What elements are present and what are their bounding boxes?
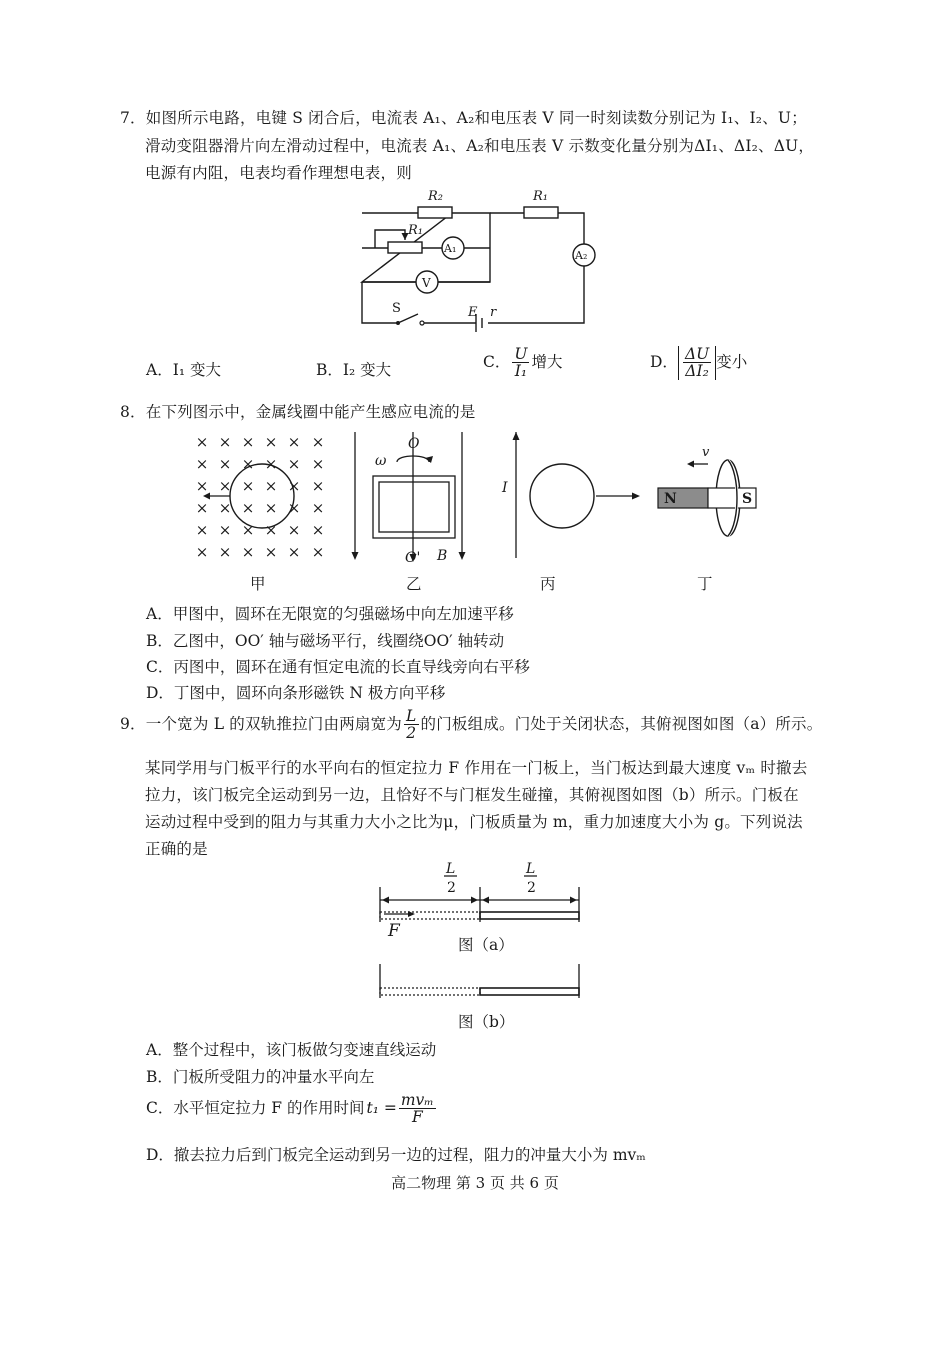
svg-text:×: × — [218, 455, 232, 473]
label-O-prime: O' — [405, 550, 421, 566]
q8-line: 8．在下列图示中，金属线圈中能产生感应电流的是 — [120, 403, 476, 421]
q9-line-1-den: 2 — [406, 724, 417, 743]
q7-line-2: 滑动变阻器滑片向左滑动过程中，电流表 A₁、A₂和电压表 V 示数变化量分别为ΔI₁、ΔI₂、ΔU， — [145, 137, 815, 155]
current-arrow-icon — [513, 432, 520, 440]
svg-text:×: × — [264, 433, 278, 451]
q9-option-b: B．门板所受阻力的冲量水平向左 — [146, 1068, 375, 1086]
svg-text:×: × — [311, 543, 325, 561]
svg-text:×: × — [218, 477, 232, 495]
q9-line-1-b: 的门板组成。门处于关闭状态，其俯视图如图（a）所示。 — [420, 714, 823, 733]
q7-option-d-suffix: 变小 — [716, 352, 748, 371]
q8-option-d: D．丁图中，圆环向条形磁铁 N 极方向平移 — [146, 684, 446, 702]
q9-option-c-den: F — [411, 1108, 423, 1127]
metal-ring — [230, 464, 294, 528]
label-R1-rheostat: R₁ — [408, 223, 423, 238]
svg-text:×: × — [287, 521, 301, 539]
q9-option-c-prefix: C．水平恒定拉力 F 的作用时间 — [146, 1098, 365, 1117]
svg-text:×: × — [195, 477, 209, 495]
q8-option-a: A．甲图中，圆环在无限宽的匀强磁场中向左加速平移 — [146, 605, 514, 623]
q7-option-a: A．I₁ 变大 — [146, 361, 221, 379]
q9-figure-b — [370, 962, 590, 1007]
svg-text:×: × — [195, 521, 209, 539]
svg-text:×: × — [311, 521, 325, 539]
q7-circuit-diagram — [340, 180, 610, 330]
label-A2: A₂ — [575, 249, 588, 262]
svg-text:×: × — [218, 499, 232, 517]
svg-text:×: × — [287, 499, 301, 517]
label-S: S — [392, 301, 401, 316]
svg-text:×: × — [287, 433, 301, 451]
caption-jia: 甲 — [250, 575, 266, 593]
fig-a-label-2-right: 2 — [527, 880, 536, 896]
q8-option-b: B．乙图中，OO′ 轴与磁场平行，线圈绕OO′ 轴转动 — [146, 632, 505, 650]
q7-option-c-den: I₁ — [514, 362, 528, 381]
svg-text:×: × — [195, 543, 209, 561]
q9-line-3: 拉力，该门板完全运动到另一边，且恰好不与门框发生碰撞，其俯视图如图（b）所示。门板在 — [145, 786, 799, 804]
svg-text:×: × — [264, 455, 278, 473]
svg-text:×: × — [311, 477, 325, 495]
svg-text:×: × — [218, 521, 232, 539]
label-N: N — [664, 491, 677, 507]
q9-line-1-a: 9．一个宽为 L 的双轨推拉门由两扇宽为 — [120, 714, 403, 733]
label-r: r — [490, 305, 497, 320]
label-A1: A₁ — [444, 242, 457, 255]
q9-line-5: 正确的是 — [145, 840, 208, 858]
label-B: B — [437, 548, 448, 564]
label-O: O — [408, 436, 420, 452]
svg-text:×: × — [264, 499, 278, 517]
magnetic-field-cross-icon — [196, 433, 325, 561]
svg-text:×: × — [195, 499, 209, 517]
q7-option-d-num: ΔU — [684, 345, 710, 363]
q9-line-1 — [120, 708, 822, 742]
label-I: I — [502, 480, 508, 496]
q7-option-c-num: U — [514, 345, 528, 363]
q9-line-2: 某同学用与门板平行的水平向右的恒定拉力 F 作用在一门板上，当门板达到最大速度 vₘ 时撤去 — [145, 759, 808, 777]
caption-yi: 乙 — [406, 575, 422, 593]
q8-figure-bing — [498, 432, 658, 562]
q7-option-d-prefix: D． — [650, 352, 678, 371]
q7-option-c — [483, 346, 562, 380]
svg-text:×: × — [264, 477, 278, 495]
q9-option-a: A．整个过程中，该门板做匀变速直线运动 — [146, 1041, 437, 1059]
arrow-right-icon — [632, 493, 640, 500]
q9-option-d: D．撤去拉力后到门板完全运动到另一边的过程，阻力的冲量大小为 mvₘ — [146, 1146, 646, 1164]
label-omega: ω — [375, 453, 387, 469]
q9-figure-b-caption: 图（b） — [458, 1013, 515, 1031]
caption-ding: 丁 — [697, 575, 713, 593]
q7-option-c-prefix: C． — [483, 352, 511, 371]
q8-option-c: C．丙图中，圆环在通有恒定电流的长直导线旁向右平移 — [146, 658, 530, 676]
q8-figure-jia — [190, 432, 340, 562]
caption-bing: 丙 — [540, 575, 556, 593]
svg-text:×: × — [241, 477, 255, 495]
q9-option-c-lhs: t₁ = — [366, 1098, 397, 1117]
q9-figure-a — [370, 862, 590, 942]
fig-a-label-2-left: 2 — [447, 880, 456, 896]
label-E: E — [468, 305, 478, 320]
label-R1-top: R₁ — [533, 189, 548, 204]
svg-text:×: × — [195, 455, 209, 473]
label-S-pole: S — [742, 491, 753, 507]
svg-text:×: × — [241, 543, 255, 561]
q7-option-b: B．I₂ 变大 — [316, 361, 392, 379]
q7-option-d — [650, 346, 747, 380]
svg-text:×: × — [287, 455, 301, 473]
q8-figure-yi — [345, 432, 475, 567]
fig-a-label-L-left: L — [446, 861, 456, 877]
q7-option-d-den: ΔI₂ — [685, 362, 709, 381]
q9-option-c — [146, 1092, 438, 1126]
fig-a-label-L-right: L — [526, 861, 536, 877]
q9-option-c-num: mvₘ — [400, 1091, 434, 1109]
svg-text:×: × — [218, 433, 232, 451]
svg-text:×: × — [264, 521, 278, 539]
label-R2: R₂ — [428, 189, 443, 204]
svg-text:×: × — [241, 521, 255, 539]
svg-text:×: × — [195, 433, 209, 451]
svg-text:×: × — [287, 477, 301, 495]
svg-text:×: × — [311, 455, 325, 473]
velocity-arrow-icon — [687, 461, 694, 468]
q9-figure-a-caption: 图（a） — [458, 936, 514, 954]
q7-option-c-suffix: 增大 — [531, 352, 563, 371]
fig-a-label-F: F — [388, 921, 400, 941]
label-V: V — [422, 276, 431, 290]
label-v: v — [702, 445, 710, 460]
svg-text:×: × — [287, 543, 301, 561]
page-footer: 高二物理 第 3 页 共 6 页 — [391, 1174, 559, 1192]
q9-line-1-num: L — [406, 707, 417, 725]
svg-text:×: × — [311, 433, 325, 451]
q7-line-3: 电源有内阻，电表均看作理想电表，则 — [145, 164, 412, 182]
svg-text:×: × — [218, 543, 232, 561]
svg-text:×: × — [311, 499, 325, 517]
metal-ring — [530, 464, 594, 528]
svg-text:×: × — [241, 499, 255, 517]
svg-text:×: × — [264, 543, 278, 561]
q8-figure-ding — [650, 444, 770, 564]
svg-text:×: × — [241, 433, 255, 451]
q7-line-1: 7．如图所示电路，电键 S 闭合后，电流表 A₁、A₂和电压表 V 同一时刻读数分别记为 I₁、I₂、U； — [120, 109, 807, 127]
svg-text:×: × — [241, 455, 255, 473]
q9-line-4: 运动过程中受到的阻力与其重力大小之比为μ，门板质量为 m，重力加速度大小为 g。下列说法 — [145, 813, 803, 831]
